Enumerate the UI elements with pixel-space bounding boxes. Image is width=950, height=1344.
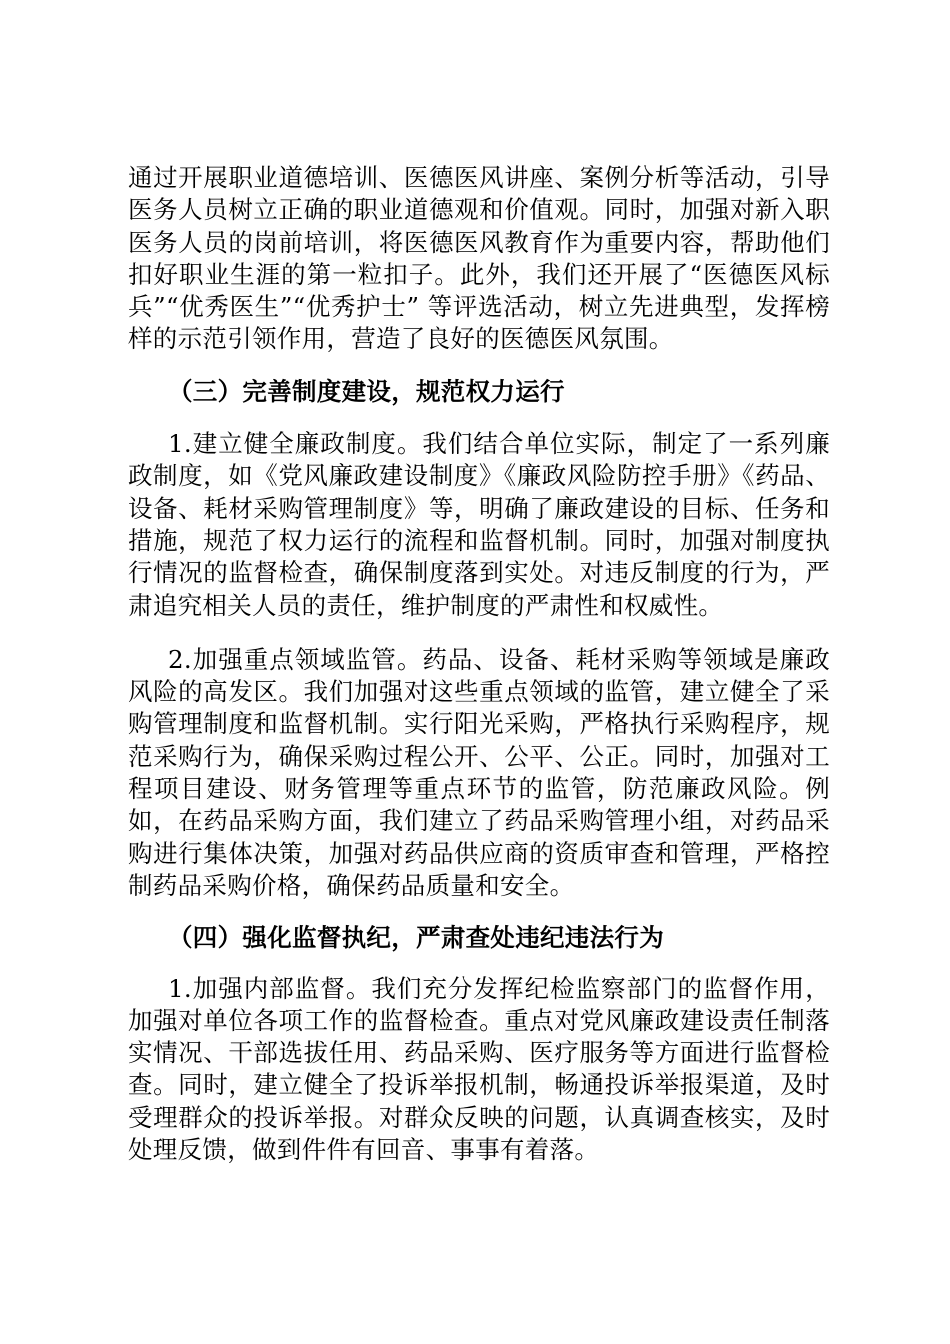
- section-heading-3: （三）完善制度建设，规范权力运行: [168, 376, 565, 406]
- section-3-item-2-paragraph: 2.加强重点领域监管。药品、设备、耗材采购等领域是廉政风险的高发区。我们加强对这些重点领域的监管，建立健全了采购管理制度和监督机制。实行阳光采购，严格执行采购程序，规范采购行为，确保采购过程公开、公平、公正。同时，加强对工程项目建设、财务管理等重点环节的监管，防范廉政风险。例如，在药品采购方面，我们建立了药品采购管理小组，对药品采购进行集体决策，加强对药品供应商的资质审查和管理，严格控制药品采购价格，确保药品质量和安全。: [128, 644, 830, 900]
- section-heading-4: （四）强化监督执纪，严肃查处违纪违法行为: [168, 923, 664, 953]
- document-page: [128, 162, 830, 1166]
- section-3-item-1-paragraph: 1.建立健全廉政制度。我们结合单位实际，制定了一系列廉政制度，如《党风廉政建设制度》《廉政风险防控手册》《药品、设备、耗材采购管理制度》等，明确了廉政建设的目标、任务和措施，规范了权力运行的流程和监督机制。同时，加强对制度执行情况的监督检查，确保制度落到实处。对违反制度的行为，严肃追究相关人员的责任，维护制度的严肃性和权威性。: [128, 429, 830, 620]
- intro-paragraph: 通过开展职业道德培训、医德医风讲座、案例分析等活动，引导医务人员树立正确的职业道德观和价值观。同时，加强对新入职医务人员的岗前培训，将医德医风教育作为重要内容，帮助他们扣好职业生涯的第一粒扣子。此外，我们还开展了“医德医风标兵”“优秀医生”“优秀护士” 等评选活动，树立先进典型，发挥榜样的示范引领作用，营造了良好的医德医风氛围。: [128, 163, 830, 354]
- section-4-item-1-paragraph: 1.加强内部监督。我们充分发挥纪检监察部门的监督作用，加强对单位各项工作的监督检查。重点对党风廉政建设责任制落实情况、干部选拔任用、药品采购、医疗服务等方面进行监督检查。同时，建立健全了投诉举报机制，畅通投诉举报渠道，及时受理群众的投诉举报。对群众反映的问题，认真调查核实，及时处理反馈，做到件件有回音、事事有着落。: [128, 973, 830, 1165]
